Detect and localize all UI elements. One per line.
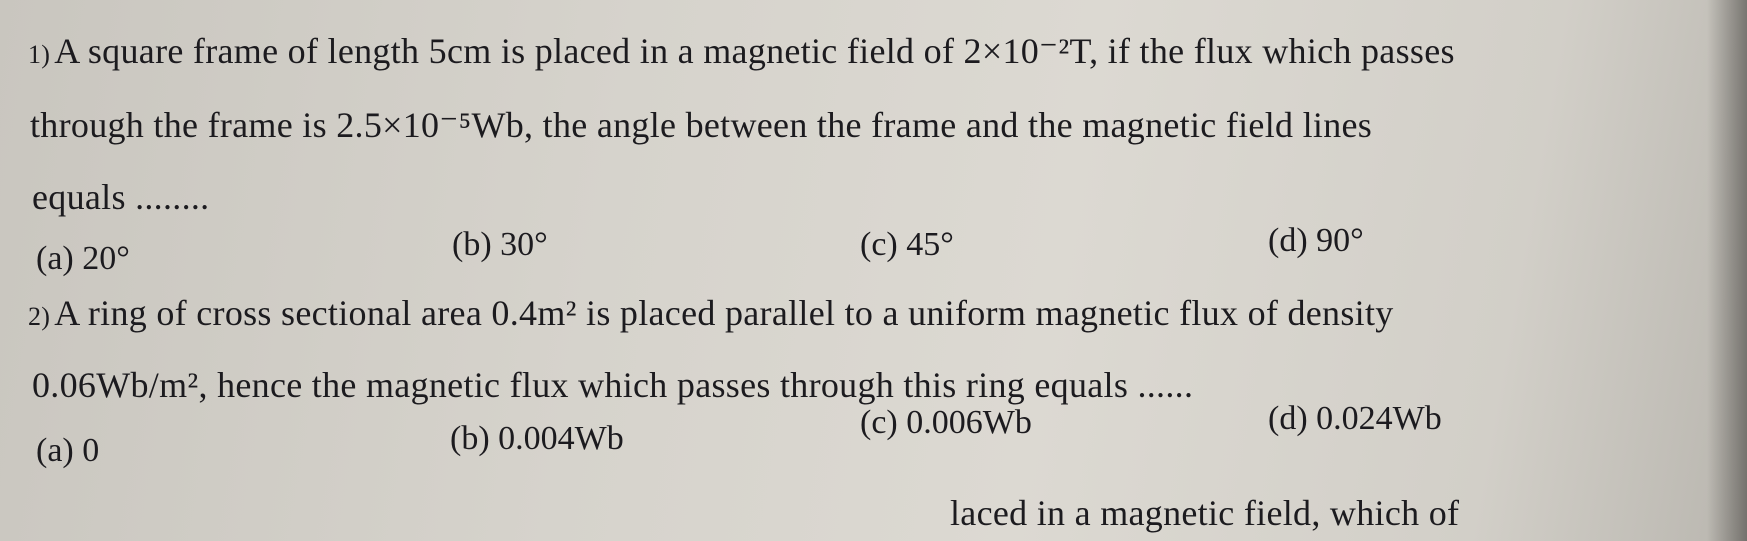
question-2-line-2: 0.06Wb/m², hence the magnetic flux which passes through this ring equals ...... xyxy=(32,365,1194,405)
question-1-number: 1) xyxy=(28,40,51,69)
question-1-option-c: (c) 45° xyxy=(860,226,954,263)
partial-next-line: laced in a magnetic field, which of xyxy=(950,493,1460,533)
question-1-option-b: (b) 30° xyxy=(452,226,548,263)
question-1-line-1 xyxy=(28,30,1455,72)
question-1-line-3: equals ........ xyxy=(32,177,210,217)
question-1-option-a: (a) 20° xyxy=(36,240,130,277)
question-2-number: 2) xyxy=(28,302,51,331)
question-2-option-c: (c) 0.006Wb xyxy=(860,404,1032,441)
question-2-option-d: (d) 0.024Wb xyxy=(1268,400,1442,437)
question-2-line-1 xyxy=(28,292,1394,334)
question-2-option-a: (a) 0 xyxy=(36,432,100,469)
question-1-text-1: A square frame of length 5cm is placed in a magnetic field of 2×10⁻²T, if the flux which passes xyxy=(54,31,1455,71)
question-2-text-1: A ring of cross sectional area 0.4m² is placed parallel to a uniform magnetic flux of density xyxy=(54,293,1394,333)
question-1-option-d: (d) 90° xyxy=(1268,222,1364,259)
question-2-option-b: (b) 0.004Wb xyxy=(450,420,624,457)
page-edge-shadow xyxy=(1707,0,1747,541)
question-1-line-2: through the frame is 2.5×10⁻⁵Wb, the angle between the frame and the magnetic field lines xyxy=(30,105,1373,145)
